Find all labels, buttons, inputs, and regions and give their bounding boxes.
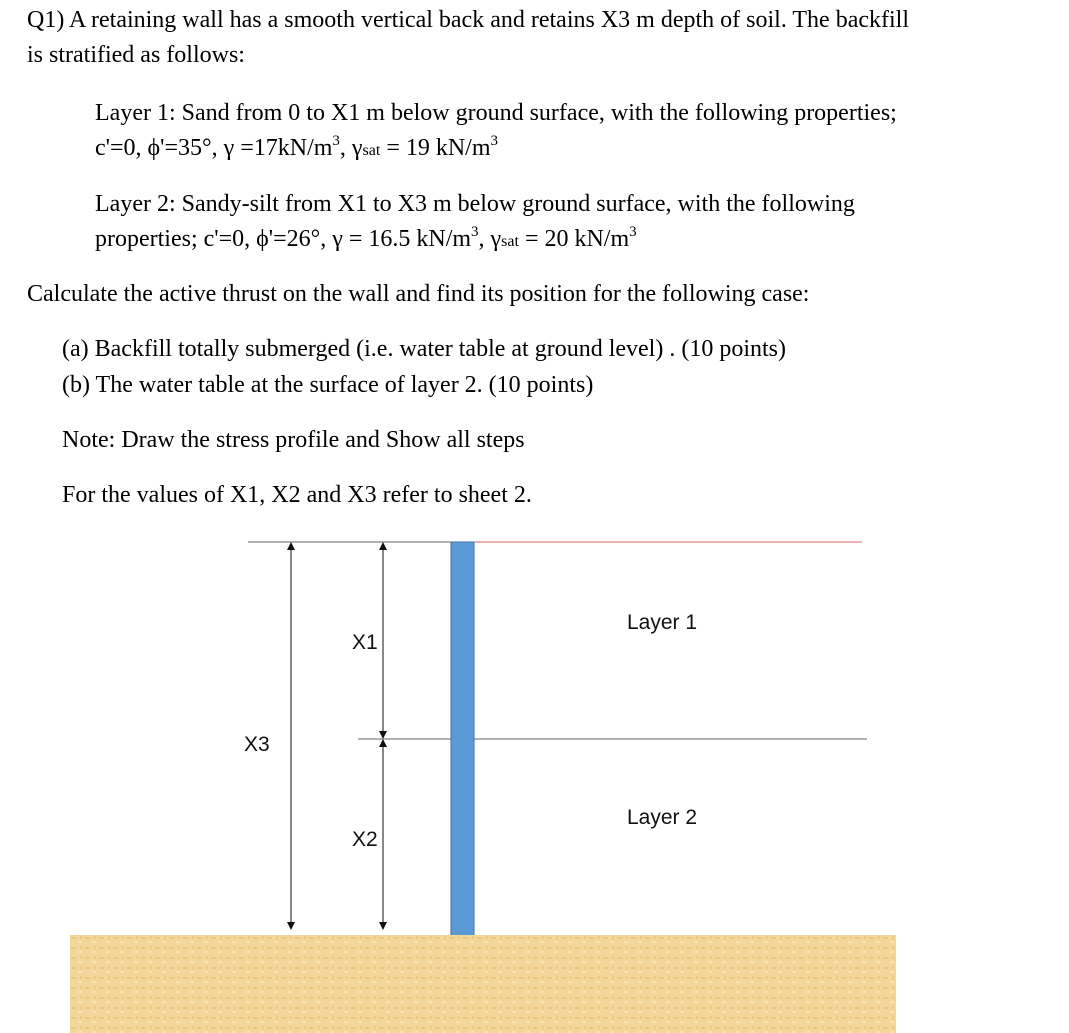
layer1-properties: c'=0, ϕ'=35°, $\gamma =17kN/m^3$, γsat = 19 $kN/m^3$: [95, 133, 499, 161]
retaining-wall: [451, 542, 474, 936]
x1-arrow-bottom: [379, 731, 387, 739]
task-text: Calculate the active thrust on the wall and find its position for the following case:: [27, 281, 810, 307]
case-b: (b) The water table at the surface of layer 2. (10 points): [62, 372, 594, 398]
soil-base: [70, 935, 896, 1033]
refer-text: For the values of X1, X2 and X3 refer to sheet 2.: [62, 482, 532, 508]
question-text: Q1) A retaining wall has a smooth vertical back and retains X3 m depth of soil. The backfill is stratified as follows:: [27, 7, 909, 68]
x3-arrow-bottom: [287, 922, 295, 930]
x3-label: X3: [244, 733, 270, 756]
case-a: (a) Backfill totally submerged (i.e. water table at ground level) . (10 points): [62, 336, 786, 362]
x2-label: X2: [352, 828, 378, 851]
layer2-label: Layer 2: [627, 806, 698, 829]
x2-arrow-top: [379, 739, 387, 747]
x2-arrow-bottom: [379, 922, 387, 930]
x3-arrow-top: [287, 542, 295, 550]
layer1-description: Layer 1: Sand from 0 to X1 m below ground surface, with the following properties; c'=0, ϕ'=35°, $\gamma =17kN/m^3$, γsat = 19 $kN/m^3$: [95, 96, 897, 168]
layer2-properties: properties; c'=0, ϕ'=26°, γ = 16.5 $kN/m^3$, γsat = 20 $kN/m^3$: [95, 224, 637, 252]
x1-label: X1: [352, 631, 378, 654]
layer1-label: Layer 1: [627, 611, 698, 634]
note-text: Note: Draw the stress profile and Show all steps: [62, 427, 525, 453]
retaining-wall-diagram: [0, 525, 1069, 1033]
x1-arrow-top: [379, 542, 387, 550]
layer2-description: Layer 2: Sandy-silt from X1 to X3 m below ground surface, with the following properties; c'=0, ϕ'=26°, γ = 16.5 $kN/m^3$, γsat = 20 $kN/m^3$: [95, 187, 855, 259]
